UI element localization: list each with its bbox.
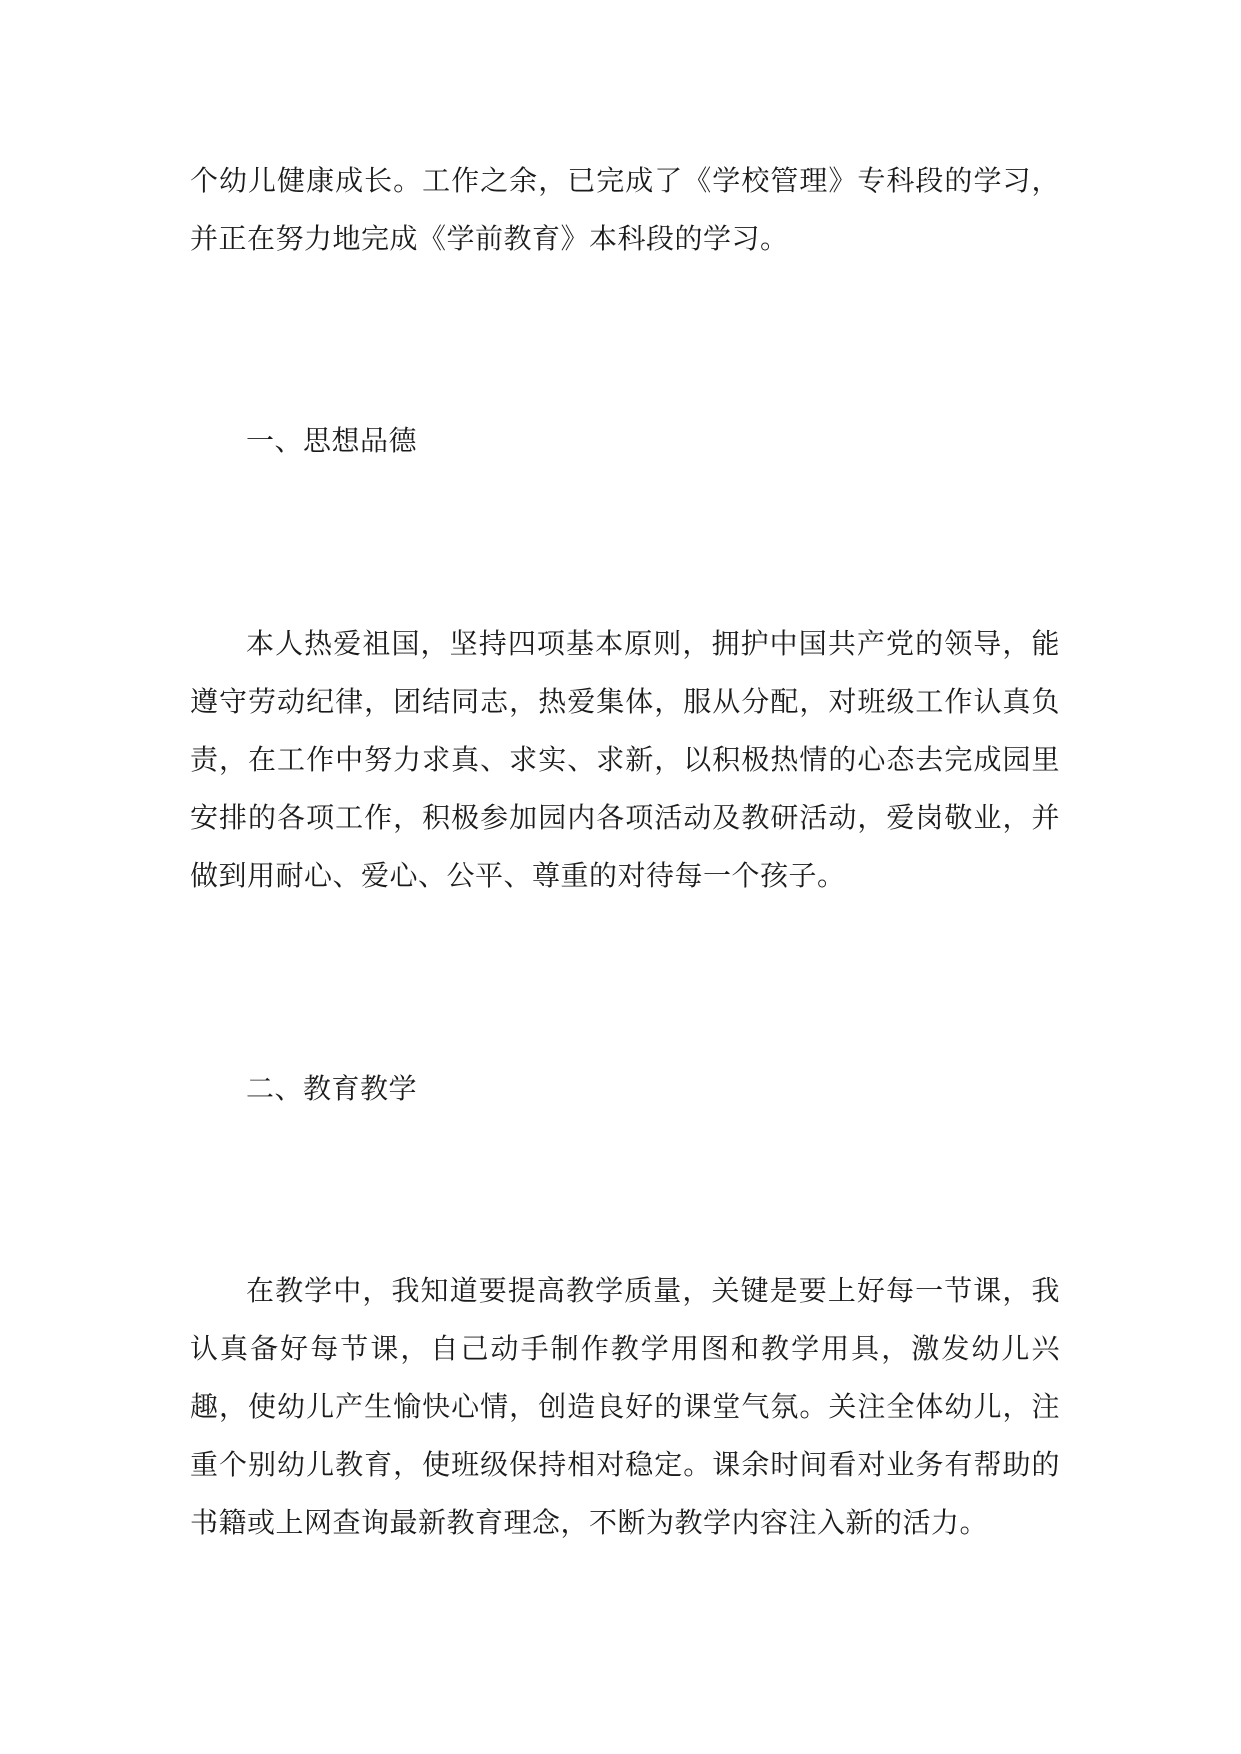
intro-paragraph: 个幼儿健康成长。工作之余，已完成了《学校管理》专科段的学习，并正在努力地完成《学前教育》本科段的学习。: [190, 164, 1060, 255]
paragraph-ideology: 本人热爱祖国，坚持四项基本原则，拥护中国共产党的领导，能遵守劳动纪律，团结同志，热爱集体，服从分配，对班级工作认真负责，在工作中努力求真、求实、求新，以积极热情的心态去完成园里安排的各项工作，积极参加园内各项活动及教研活动，爱岗敬业，并做到用耐心、爱心、公平、尊重的对待每一个孩子。: [190, 627, 1060, 892]
paragraph-teaching: 在教学中，我知道要提高教学质量，关键是要上好每一节课，我认真备好每节课，自己动手制作教学用图和教学用具，激发幼儿兴趣，使幼儿产生愉快心情，创造良好的课堂气氛。关注全体幼儿，注重个别幼儿教育，使班级保持相对稳定。课余时间看对业务有帮助的书籍或上网查询最新教育理念，不断为教学内容注入新的活力。: [190, 1274, 1060, 1539]
section-heading-ideology: 一、思想品德: [246, 424, 418, 457]
section-heading-teaching: 二、教育教学: [246, 1072, 418, 1105]
